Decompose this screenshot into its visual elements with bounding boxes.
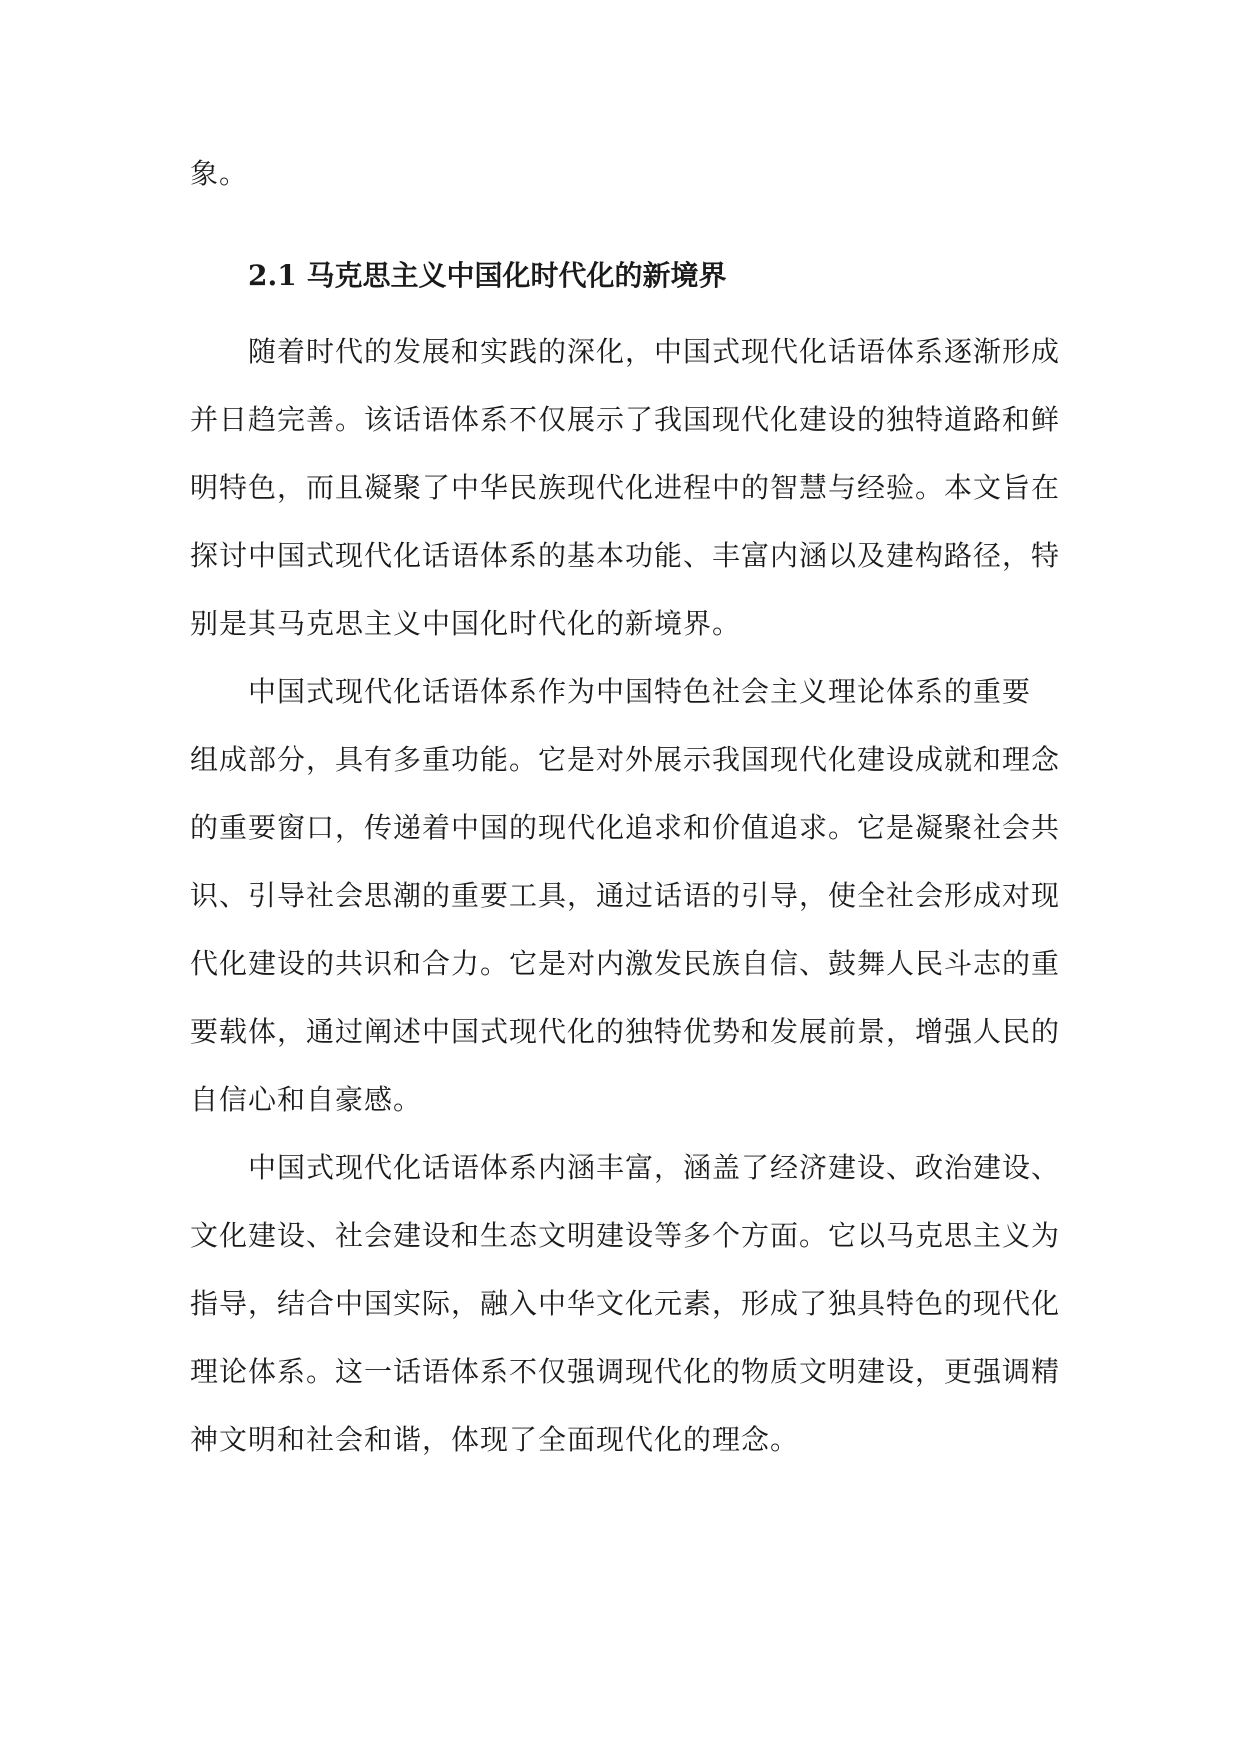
text-line: 中国式现代化话语体系作为中国特色社会主义理论体系的重要 bbox=[248, 675, 1032, 708]
text-line: 自信心和自豪感。 bbox=[190, 1083, 423, 1116]
document-body bbox=[190, 140, 1060, 1474]
continuation-text bbox=[190, 140, 1060, 208]
text-line: 代化建设的共识和合力。它是对内激发民族自信、鼓舞人民斗志的重 bbox=[190, 947, 1061, 980]
text-line: 象。 bbox=[190, 157, 249, 190]
text-line: 明特色，而且凝聚了中华民族现代化进程中的智慧与经验。本文旨在 bbox=[190, 471, 1061, 504]
text-line: 的重要窗口，传递着中国的现代化追求和价值追求。它是凝聚社会共 bbox=[190, 811, 1061, 844]
text-line: 别是其马克思主义中国化时代化的新境界。 bbox=[190, 607, 742, 640]
text-line: 组成部分，具有多重功能。它是对外展示我国现代化建设成就和理念 bbox=[190, 743, 1061, 776]
text-line: 指导，结合中国实际，融入中华文化元素，形成了独具特色的现代化 bbox=[190, 1287, 1061, 1320]
text-line: 文化建设、社会建设和生态文明建设等多个方面。它以马克思主义为 bbox=[190, 1219, 1061, 1252]
text-line: 识、引导社会思潮的重要工具，通过话语的引导，使全社会形成对现 bbox=[190, 879, 1061, 912]
text-line: 中国式现代化话语体系内涵丰富，涵盖了经济建设、政治建设、 bbox=[248, 1151, 1061, 1184]
paragraph-3 bbox=[190, 1134, 1060, 1474]
paragraph-1 bbox=[190, 318, 1060, 658]
text-line: 并日趋完善。该话语体系不仅展示了我国现代化建设的独特道路和鲜 bbox=[190, 403, 1061, 436]
text-line: 随着时代的发展和实践的深化，中国式现代化话语体系逐渐形成 bbox=[248, 335, 1061, 368]
text-line: 探讨中国式现代化话语体系的基本功能、丰富内涵以及建构路径，特 bbox=[190, 539, 1061, 572]
text-line: 理论体系。这一话语体系不仅强调现代化的物质文明建设，更强调精 bbox=[190, 1355, 1061, 1388]
text-line: 要载体，通过阐述中国式现代化的独特优势和发展前景，增强人民的 bbox=[190, 1015, 1061, 1048]
text-line: 神文明和社会和谐，体现了全面现代化的理念。 bbox=[190, 1423, 800, 1456]
paragraph-2 bbox=[190, 658, 1060, 1134]
section-heading: 2.1 马克思主义中国化时代化的新境界 bbox=[248, 259, 727, 292]
